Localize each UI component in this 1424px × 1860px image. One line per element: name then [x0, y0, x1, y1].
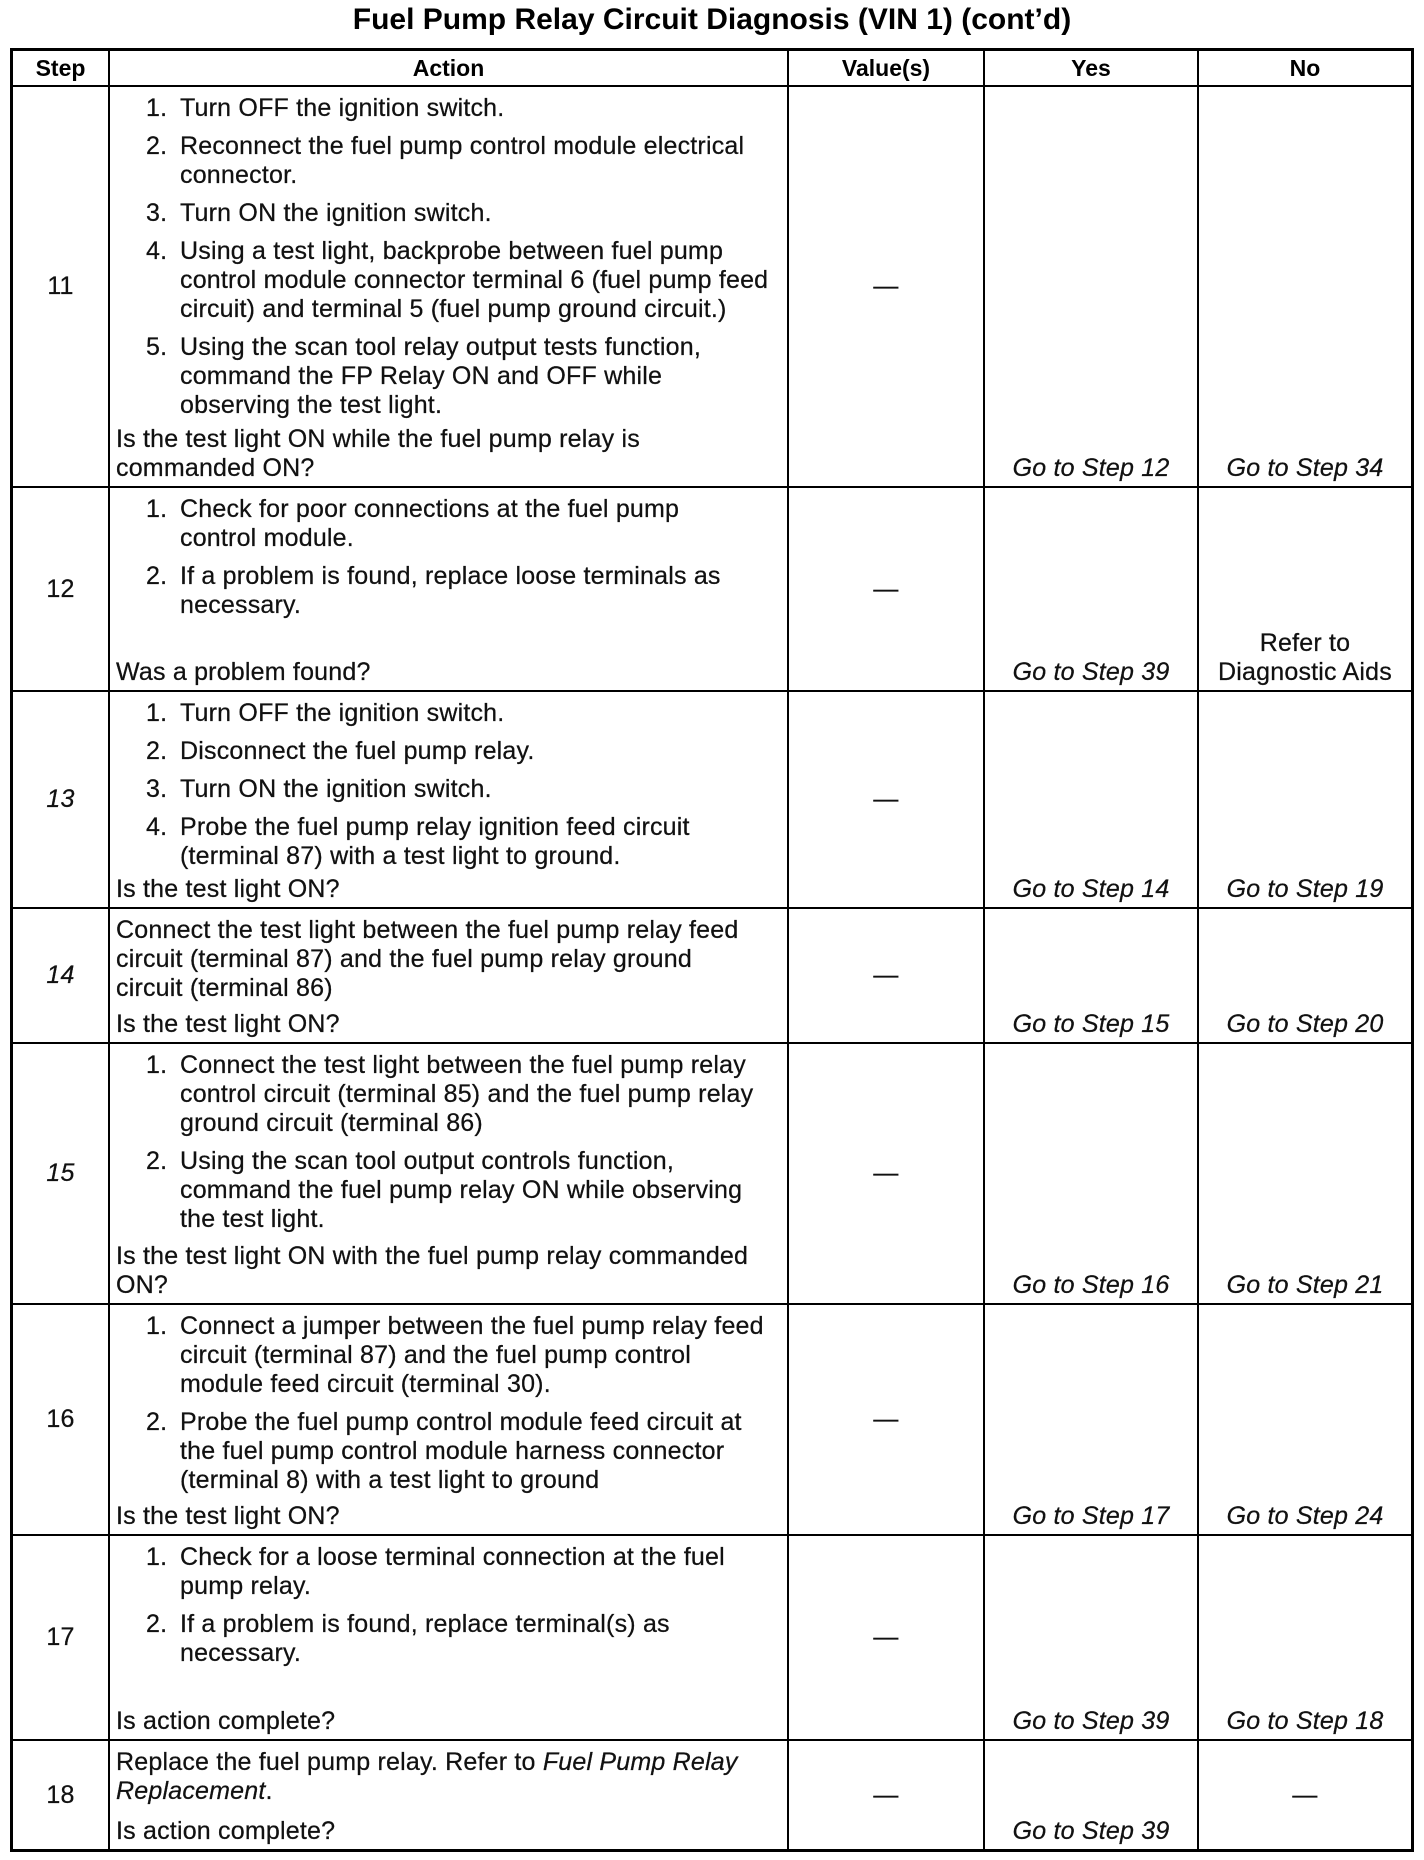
yes-result: Go to Step 39	[1012, 658, 1170, 686]
diagnosis-table	[10, 48, 1414, 1852]
column-header-yes: Yes	[985, 51, 1197, 85]
column-header-action: Action	[110, 51, 787, 85]
step-cell	[13, 692, 108, 907]
no-cell	[1199, 1044, 1411, 1303]
yes-result: Go to Step 16	[1012, 1271, 1170, 1299]
value-cell	[789, 692, 983, 907]
step-cell	[13, 488, 108, 690]
yes-result: Go to Step 17	[1012, 1502, 1170, 1530]
action-step-text: Connect a jumper between the fuel pump relay feed circuit (terminal 87) and the fuel pump control module feed circuit (terminal 30).	[180, 1312, 764, 1398]
no-cell	[1199, 692, 1411, 907]
step-cell	[13, 909, 108, 1042]
action-step-number: 2.	[146, 1147, 168, 1175]
value-text: —	[873, 785, 899, 813]
no-result: Refer to Diagnostic Aids	[1218, 629, 1392, 686]
action-step	[116, 1312, 781, 1399]
action-steps	[116, 495, 781, 620]
action-step-number: 1.	[146, 1312, 168, 1340]
value-cell	[789, 1044, 983, 1303]
action-step-text: Probe the fuel pump control module feed circuit at the fuel pump control module harness connector (terminal 8) with a test light to ground	[180, 1408, 742, 1494]
action-step	[116, 495, 781, 553]
action-step	[116, 1610, 781, 1668]
action-cell	[110, 1305, 787, 1534]
yes-cell	[985, 488, 1197, 690]
action-steps	[116, 1543, 781, 1668]
action-step-number: 2.	[146, 132, 168, 160]
action-question: Is the test light ON?	[116, 875, 340, 903]
step-number: 17	[46, 1623, 75, 1651]
action-step	[116, 132, 781, 190]
action-step-text: If a problem is found, replace terminal(s) as necessary.	[180, 1610, 670, 1667]
action-instruction-text: Replace the fuel pump relay. Refer to	[116, 1748, 543, 1776]
yes-result: Go to Step 12	[1012, 454, 1170, 482]
action-cell	[110, 488, 787, 690]
step-cell	[13, 1305, 108, 1534]
action-step-number: 1.	[146, 94, 168, 122]
action-steps	[116, 1051, 781, 1234]
action-step	[116, 1408, 781, 1495]
action-step-number: 1.	[146, 1051, 168, 1079]
action-step	[116, 1051, 781, 1138]
action-step	[116, 699, 781, 728]
value-text: —	[873, 1405, 899, 1433]
no-result: Go to Step 20	[1226, 1010, 1384, 1038]
action-steps	[116, 699, 781, 871]
action-question: Was a problem found?	[116, 658, 371, 686]
column-header-no: No	[1199, 51, 1411, 85]
action-instruction-reference: Fuel Pump Relay Replacement	[116, 1748, 738, 1805]
action-step-number: 3.	[146, 199, 168, 227]
action-question: Is the test light ON?	[116, 1502, 340, 1530]
no-result: Go to Step 24	[1226, 1502, 1384, 1530]
action-step	[116, 1147, 781, 1234]
action-step	[116, 199, 781, 228]
step-number: 13	[46, 785, 75, 813]
step-number: 15	[46, 1159, 75, 1187]
action-instruction-text: .	[265, 1777, 273, 1805]
no-result: Go to Step 21	[1226, 1271, 1384, 1299]
action-step-number: 4.	[146, 813, 168, 841]
action-step	[116, 813, 781, 871]
action-step-text: Check for poor connections at the fuel pump control module.	[180, 495, 680, 552]
action-step	[116, 237, 781, 324]
action-cell	[110, 1044, 787, 1303]
step-number: 16	[46, 1405, 75, 1433]
value-text: —	[873, 1780, 899, 1809]
value-text: —	[873, 574, 899, 603]
value-cell	[789, 1305, 983, 1534]
action-cell	[110, 1536, 787, 1739]
no-cell	[1199, 1741, 1411, 1849]
action-step	[116, 333, 781, 420]
yes-cell	[985, 909, 1197, 1042]
no-cell	[1199, 1536, 1411, 1739]
action-step-text: Turn ON the ignition switch.	[180, 775, 492, 803]
no-cell	[1199, 488, 1411, 690]
action-step-number: 1.	[146, 1543, 168, 1571]
page-title: Fuel Pump Relay Circuit Diagnosis (VIN 1) (cont’d)	[352, 3, 1072, 36]
yes-result: Go to Step 39	[1012, 1817, 1170, 1845]
no-cell	[1199, 1305, 1411, 1534]
action-cell	[110, 692, 787, 907]
action-steps	[116, 94, 781, 420]
action-question: Is the test light ON?	[116, 1010, 340, 1038]
action-step-text: Probe the fuel pump relay ignition feed circuit (terminal 87) with a test light to ground.	[180, 813, 690, 870]
step-cell	[13, 87, 108, 486]
yes-cell	[985, 692, 1197, 907]
yes-cell	[985, 87, 1197, 486]
step-cell	[13, 1536, 108, 1739]
yes-cell	[985, 1536, 1197, 1739]
value-cell	[789, 909, 983, 1042]
value-text: —	[873, 961, 899, 989]
action-step-text: Turn ON the ignition switch.	[180, 199, 492, 227]
action-question: Is the test light ON while the fuel pump relay is commanded ON?	[116, 425, 640, 482]
no-result: —	[1292, 1780, 1318, 1809]
step-number: 12	[46, 574, 75, 603]
yes-result: Go to Step 39	[1012, 1707, 1170, 1735]
action-step-number: 1.	[146, 699, 168, 727]
step-number: 18	[46, 1780, 75, 1809]
value-text: —	[873, 1623, 899, 1651]
action-step	[116, 775, 781, 804]
action-step	[116, 1543, 781, 1601]
value-cell	[789, 87, 983, 486]
column-header-step: Step	[13, 51, 108, 85]
action-step-text: Connect the test light between the fuel pump relay control circuit (terminal 85) and the fuel pump relay ground circuit (terminal 86)	[180, 1051, 754, 1137]
step-number: 11	[47, 272, 74, 300]
action-step-number: 1.	[146, 495, 168, 523]
action-step-number: 2.	[146, 737, 168, 765]
value-cell	[789, 488, 983, 690]
yes-cell	[985, 1044, 1197, 1303]
column-header-values: Value(s)	[789, 51, 983, 85]
action-step-text: If a problem is found, replace loose terminals as necessary.	[180, 562, 721, 619]
action-step-number: 2.	[146, 562, 168, 590]
step-cell	[13, 1741, 108, 1849]
yes-cell	[985, 1741, 1197, 1849]
no-cell	[1199, 909, 1411, 1042]
no-result: Go to Step 34	[1226, 454, 1384, 482]
action-steps	[116, 1312, 781, 1495]
action-step-text: Using a test light, backprobe between fuel pump control module connector terminal 6 (fuel pump feed circuit) and terminal 5 (fuel pump ground circuit.)	[180, 237, 769, 323]
value-text: —	[873, 1159, 899, 1187]
action-instruction: Connect the test light between the fuel pump relay feed circuit (terminal 87) and the fuel pump relay ground circuit (terminal 86)	[116, 916, 739, 1002]
action-step-number: 2.	[146, 1408, 168, 1436]
action-question: Is the test light ON with the fuel pump relay commanded ON?	[116, 1242, 749, 1299]
action-question: Is action complete?	[116, 1817, 336, 1845]
yes-result: Go to Step 14	[1012, 875, 1170, 903]
yes-result: Go to Step 15	[1012, 1010, 1170, 1038]
yes-cell	[985, 1305, 1197, 1534]
action-cell	[110, 909, 787, 1042]
action-step-text: Turn OFF the ignition switch.	[180, 699, 505, 727]
action-instruction	[116, 1748, 781, 1806]
value-cell	[789, 1741, 983, 1849]
value-text: —	[873, 272, 899, 300]
action-step-text: Using the scan tool relay output tests function, command the FP Relay ON and OFF while observing the test light.	[180, 333, 702, 419]
action-step-number: 3.	[146, 775, 168, 803]
action-question: Is action complete?	[116, 1707, 336, 1735]
no-result: Go to Step 19	[1226, 875, 1384, 903]
action-step-number: 4.	[146, 237, 168, 265]
step-cell	[13, 1044, 108, 1303]
value-cell	[789, 1536, 983, 1739]
action-step-number: 2.	[146, 1610, 168, 1638]
action-step-text: Turn OFF the ignition switch.	[180, 94, 505, 122]
action-cell	[110, 87, 787, 486]
no-result: Go to Step 18	[1226, 1707, 1384, 1735]
step-number: 14	[46, 961, 75, 989]
no-cell	[1199, 87, 1411, 486]
action-step	[116, 737, 781, 766]
action-step-number: 5.	[146, 333, 168, 361]
action-step-text: Using the scan tool output controls function, command the fuel pump relay ON while observing the test light.	[180, 1147, 743, 1233]
action-step	[116, 94, 781, 123]
action-step-text: Disconnect the fuel pump relay.	[180, 737, 535, 765]
action-step	[116, 562, 781, 620]
action-cell	[110, 1741, 787, 1849]
action-step-text: Check for a loose terminal connection at the fuel pump relay.	[180, 1543, 725, 1600]
action-step-text: Reconnect the fuel pump control module electrical connector.	[180, 132, 745, 189]
